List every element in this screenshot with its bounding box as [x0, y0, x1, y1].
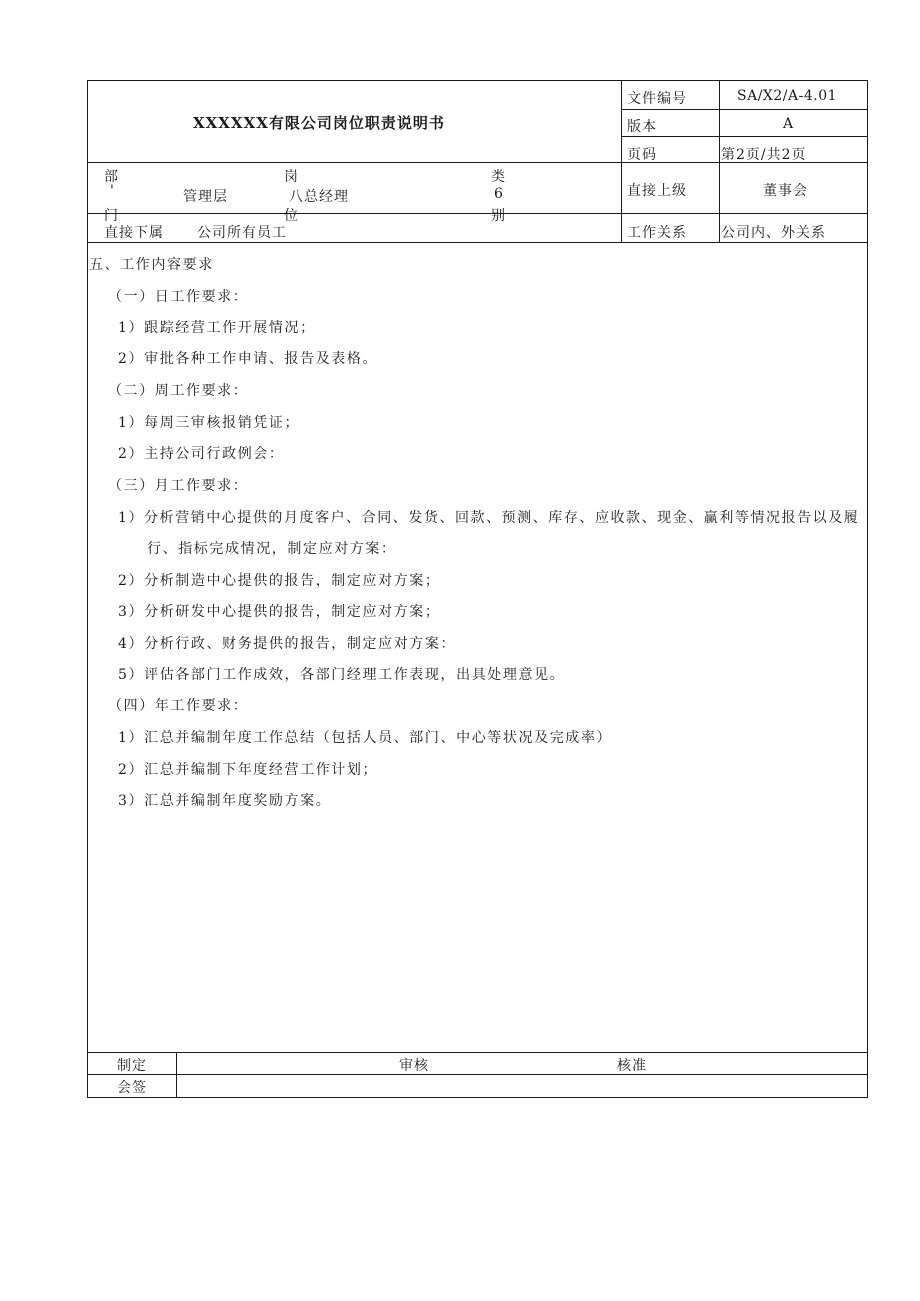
prepared-label: 制定 — [117, 1058, 147, 1074]
post-value: 八总经理 — [289, 189, 349, 205]
review-label: 审核 — [399, 1058, 429, 1074]
category-label-1: 类 — [491, 169, 506, 185]
dept-value: 管理层 — [183, 189, 228, 205]
monthly-item-2: 2）分析制造中心提供的报告，制定应对方案； — [118, 573, 441, 589]
monthly-item-1-line-2: 行、指标完成情况，制定应对方案： — [147, 541, 397, 557]
table-border-left — [87, 80, 88, 1098]
table-border-bottom — [87, 1097, 868, 1098]
header-divider-vertical-1 — [621, 80, 622, 242]
monthly-item-5: 5）评估各部门工作成效，各部门经理工作表现，出具处理意见。 — [118, 667, 566, 683]
yearly-item-3: 3）汇总并编制年度奖励方案。 — [118, 793, 332, 809]
daily-item-2: 2）审批各种工作申请、报告及表格。 — [118, 351, 379, 367]
subordinate-label: 直接下属 — [104, 225, 164, 241]
section-title: 五、工作内容要求 — [89, 257, 214, 273]
table-border-top — [87, 80, 868, 81]
header-divider-vertical-2 — [719, 80, 720, 242]
footer-top-line — [87, 1052, 868, 1053]
monthly-item-1-line-1: 1）分析营销中心提供的月度客户、合同、发货、回款、预测、库存、应收款、现金、赢利等情况报告以及履 — [118, 510, 860, 526]
daily-heading: （一）日工作要求： — [108, 289, 249, 305]
category-value: 6 — [494, 186, 504, 202]
approve-label: 核准 — [617, 1058, 647, 1074]
dept-label-2: ' — [110, 183, 115, 199]
info-row-bottom-line — [87, 213, 868, 214]
footer-divider-vertical — [176, 1052, 177, 1098]
daily-item-1: 1）跟踪经营工作开展情况； — [118, 320, 316, 336]
monthly-item-4: 4）分析行政、财务提供的报告，制定应对方案： — [118, 636, 457, 652]
info-row-left — [88, 163, 621, 224]
countersign-label: 会签 — [117, 1080, 147, 1096]
category-label-2: 别 — [491, 208, 506, 224]
version-label: 版本 — [627, 119, 657, 135]
yearly-item-1: 1）汇总并编制年度工作总结（包括人员、部门、中心等状况及完成率） — [118, 730, 613, 746]
subordinate-value: 公司所有员工 — [197, 225, 287, 241]
relation-value: 公司内、外关系 — [721, 225, 826, 241]
dept-label-1: 部 — [104, 169, 119, 185]
page-value: 第2页/共2页 — [721, 147, 807, 163]
post-label-2: 位 — [284, 208, 299, 224]
page-label: 页码 — [627, 147, 657, 163]
superior-label: 直接上级 — [627, 183, 687, 199]
header-row-line-2 — [621, 136, 868, 137]
monthly-item-3: 3）分析研发中心提供的报告，制定应对方案； — [118, 604, 441, 620]
footer-middle-line — [87, 1074, 868, 1075]
superior-value: 董事会 — [763, 183, 808, 199]
version-value: A — [783, 116, 795, 132]
weekly-item-2: 2）主持公司行政例会： — [118, 446, 285, 462]
doc-no-value: SA/X2/A-4.01 — [737, 88, 838, 104]
monthly-heading: （三）月工作要求： — [108, 478, 249, 494]
weekly-item-1: 1）每周三审核报销凭证； — [118, 415, 301, 431]
weekly-heading: （二）周工作要求： — [108, 383, 249, 399]
document-title: XXXXXX有限公司岗位职责说明书 — [193, 114, 445, 132]
post-label-1: 岗 — [284, 169, 299, 185]
sub-row-bottom-line — [87, 242, 868, 243]
yearly-item-2: 2）汇总并编制下年度经营工作计划； — [118, 762, 379, 778]
header-row-line-1 — [621, 109, 868, 110]
relation-label: 工作关系 — [627, 225, 687, 241]
yearly-heading: （四）年工作要求： — [108, 698, 249, 714]
table-border-right — [867, 80, 868, 1098]
dept-label-3: 门 — [104, 208, 119, 224]
doc-no-label: 文件编号 — [627, 91, 687, 107]
